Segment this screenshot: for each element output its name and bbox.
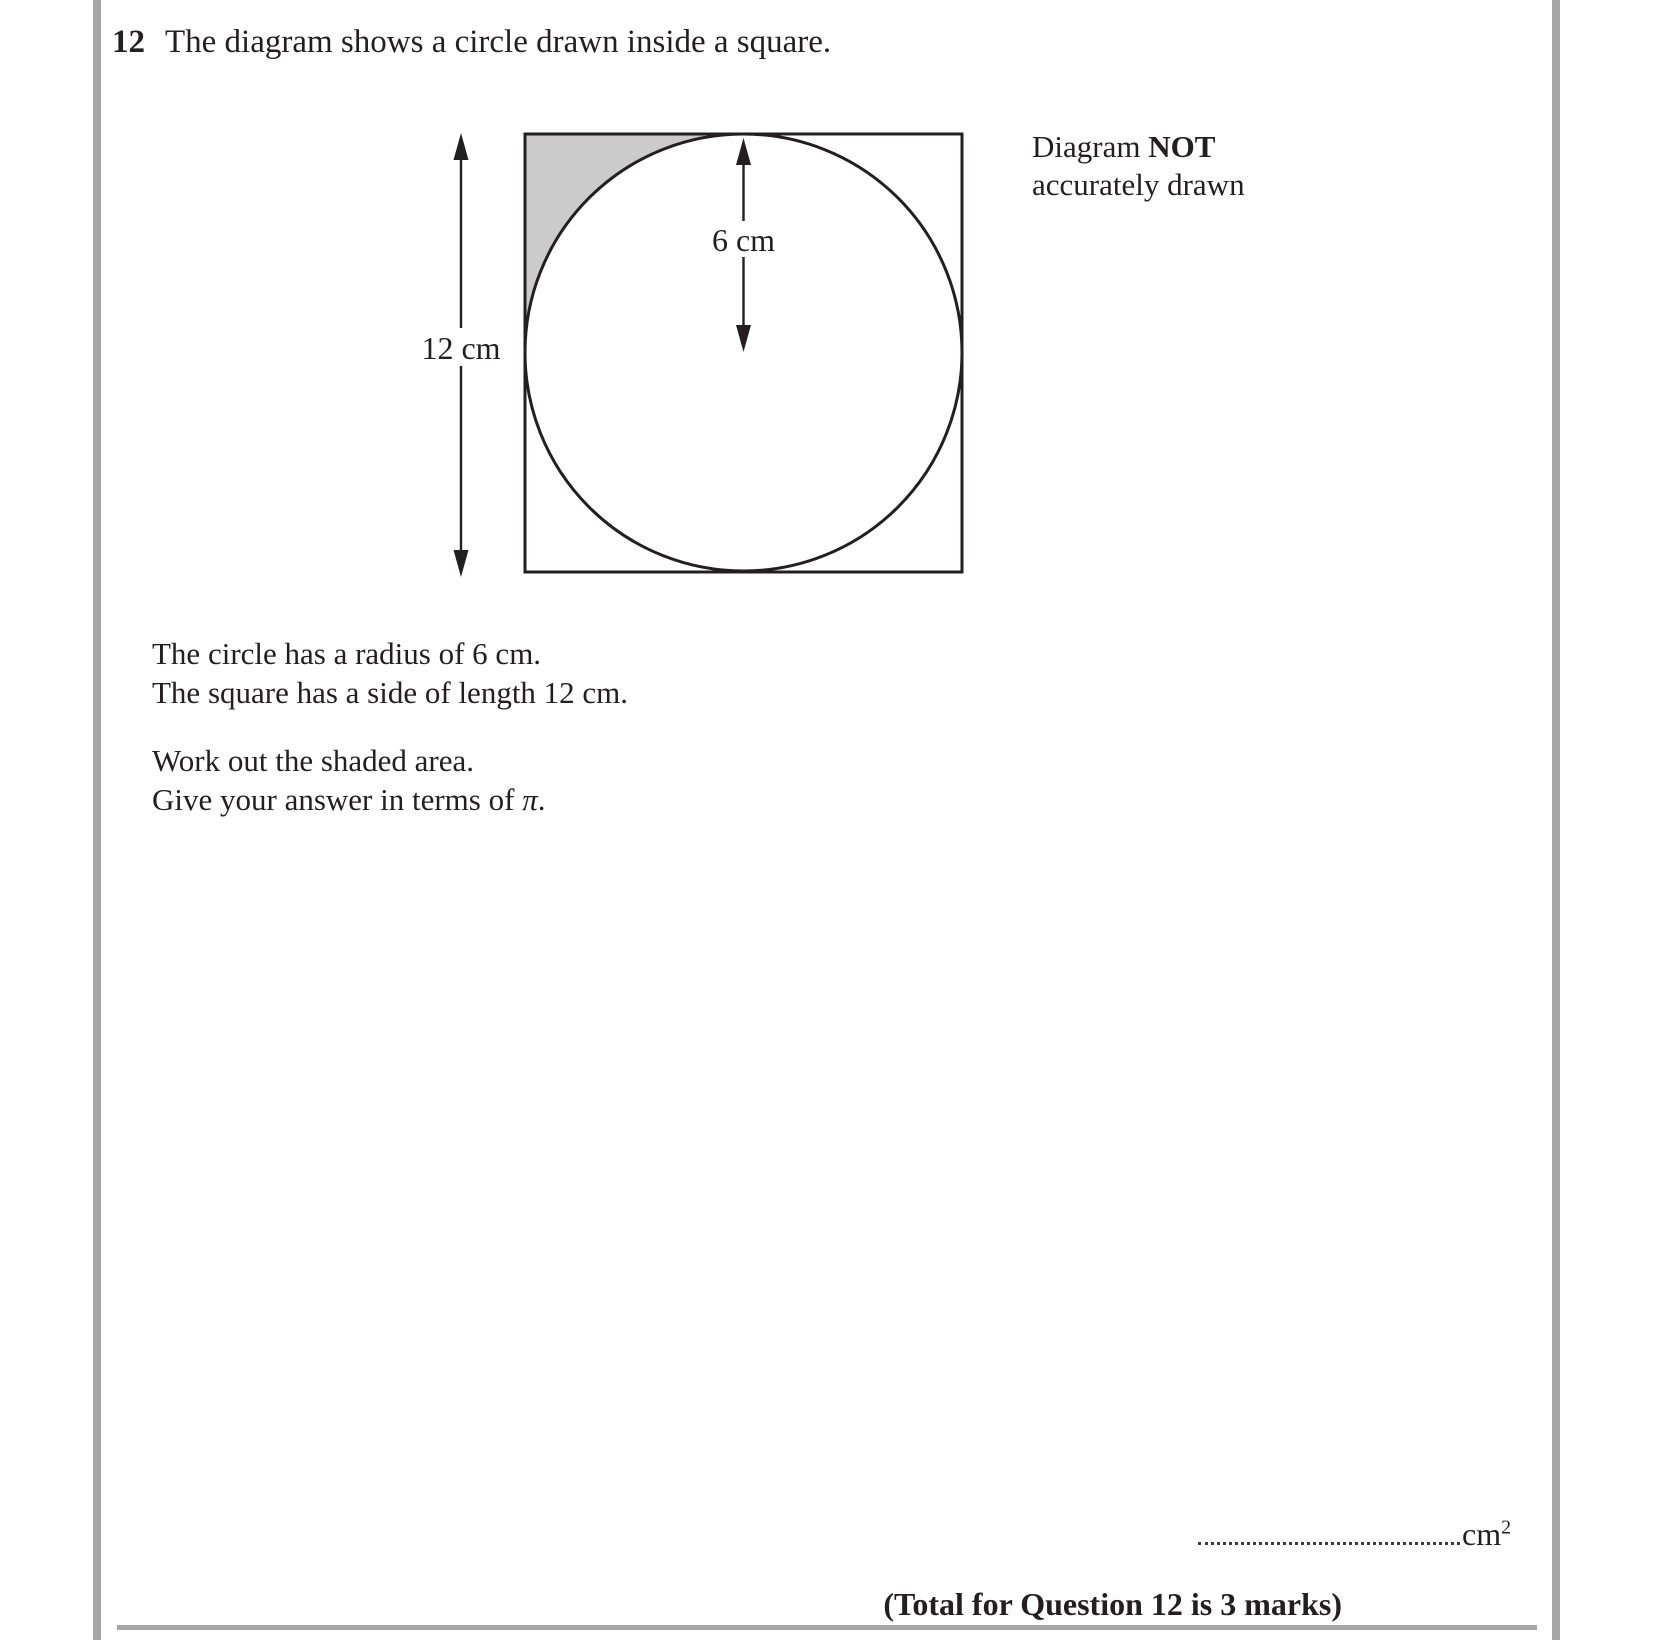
instruction-suffix: .: [537, 782, 546, 817]
page-edge-left-bar: [93, 0, 101, 1640]
arrowhead-down-icon: [454, 550, 469, 577]
answer-unit-text: cm: [1462, 1516, 1502, 1552]
arrowhead-up-icon: [736, 138, 751, 165]
side-label: 12 cm: [421, 330, 501, 366]
answer-unit: [1462, 1516, 1511, 1552]
question-number: 12: [112, 24, 145, 60]
answer-line: [1198, 1514, 1511, 1553]
page-edge-right-bar: [1552, 0, 1560, 1640]
question-diagram: [400, 105, 1000, 605]
question-header: [112, 22, 831, 62]
note-line1-normal: Diagram: [1032, 129, 1149, 164]
pi-symbol: π: [522, 782, 538, 817]
instruction-terms-of-pi: [152, 780, 545, 819]
instruction-prefix: Give your answer in terms of: [152, 782, 523, 817]
diagram-not-accurate-note: [1032, 128, 1245, 204]
instruction-work-out: Work out the shaded area.: [152, 743, 475, 778]
arrowhead-down-icon: [736, 325, 751, 352]
radius-dimension-arrow: [706, 138, 781, 352]
question-divider-line: [117, 1625, 1537, 1630]
statement-radius: The circle has a radius of 6 cm.: [152, 636, 542, 671]
note-line1-bold: NOT: [1148, 129, 1216, 164]
side-dimension-arrow: [416, 133, 506, 577]
statement-side: The square has a side of length 12 cm.: [152, 675, 629, 710]
answer-unit-exponent: 2: [1501, 1516, 1512, 1539]
note-line2: accurately drawn: [1032, 167, 1245, 202]
note-line1: [1032, 128, 1245, 166]
task-instructions: [152, 741, 545, 819]
answer-dotted-leader: [1198, 1514, 1460, 1545]
total-marks-line: (Total for Question 12 is 3 marks): [883, 1586, 1342, 1622]
radius-label: 6 cm: [711, 222, 776, 258]
given-statements: [152, 634, 628, 712]
arrowhead-up-icon: [454, 133, 469, 160]
question-text: The diagram shows a circle drawn inside a square.: [165, 24, 832, 60]
